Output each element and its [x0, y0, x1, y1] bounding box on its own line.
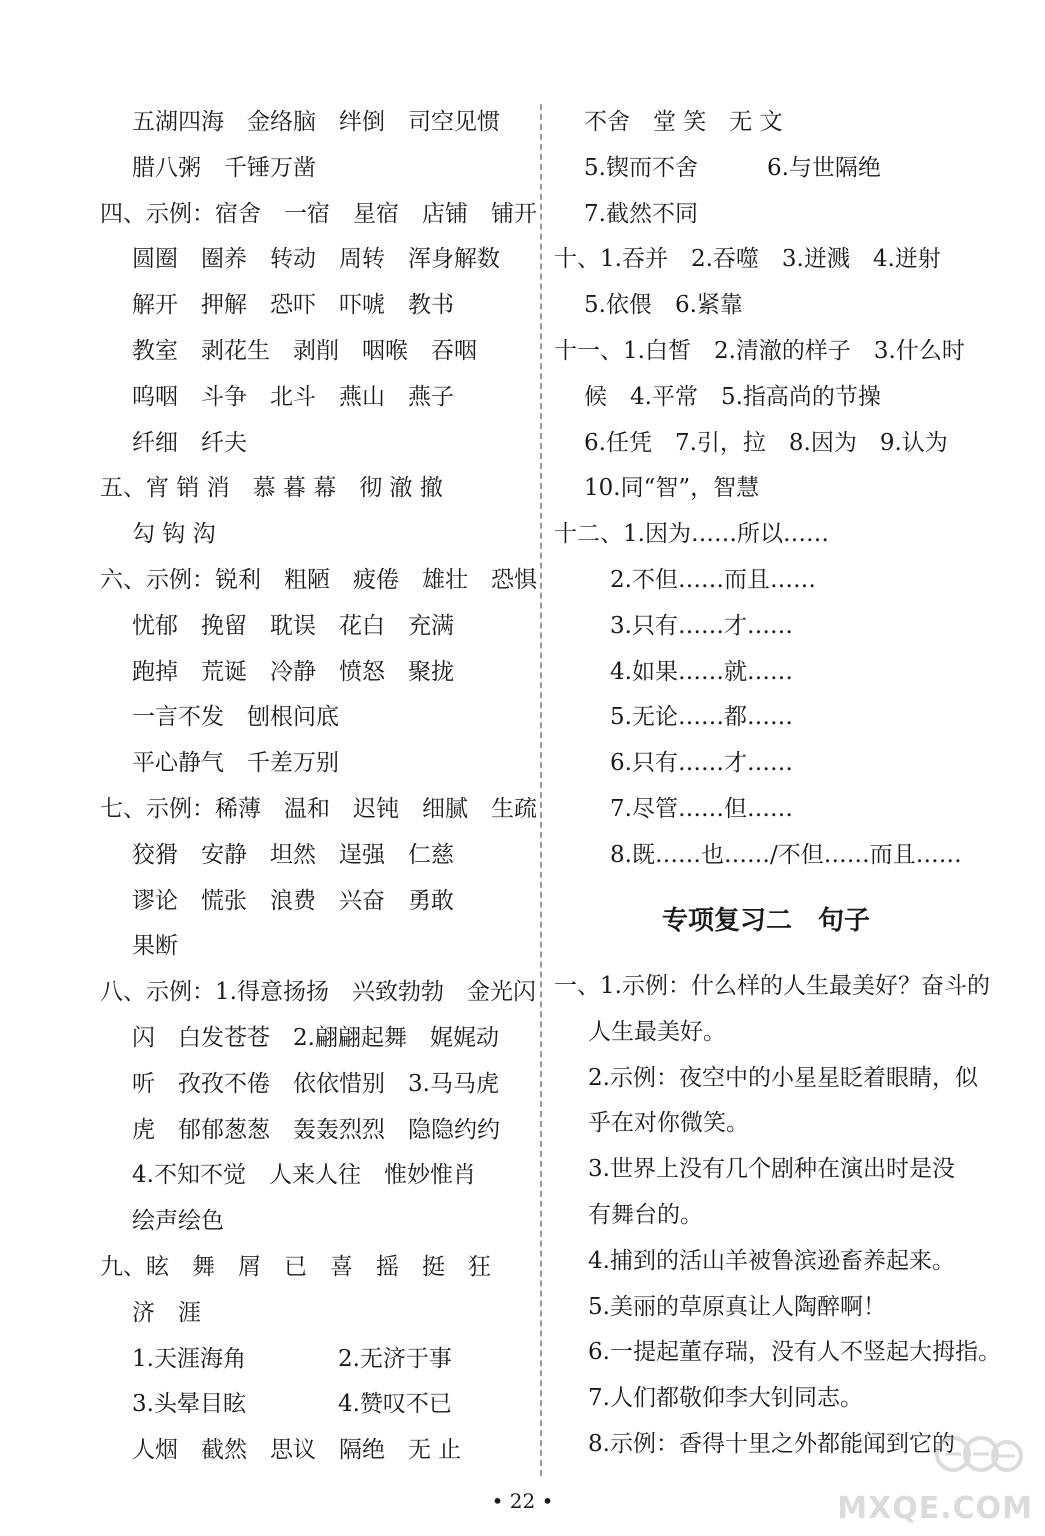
answer-line: 7.截然不同 [584, 200, 698, 227]
answer-line: 3.只有……才…… [610, 612, 793, 639]
answer-line: 不舍 堂 笑 无 文 [584, 109, 783, 135]
answer-line: 呜咽 斗争 北斗 燕山 燕子 [132, 383, 454, 410]
answer-line: 六、示例：锐利 粗陋 疲倦 雄壮 恐惧 [100, 567, 537, 593]
answer-line: 济 涯 [132, 1299, 201, 1326]
answer-line: 人生最美好。 [588, 1018, 726, 1045]
answer-line: 虎 郁郁葱葱 轰轰烈烈 隐隐约约 [132, 1116, 500, 1143]
answer-line: 谬论 慌张 浪费 兴奋 勇敢 [132, 887, 454, 914]
answer-line: 八、示例：1.得意扬扬 兴致勃勃 金光闪 [100, 979, 536, 1006]
answer-line: 圆圈 圈养 转动 周转 浑身解数 [132, 246, 500, 273]
answer-line: 10.同“智”，智慧 [584, 475, 760, 502]
answer-line: 人烟 截然 思议 隔绝 无 止 [132, 1437, 462, 1464]
answer-line: 4.不知不觉 人来人往 惟妙惟肖 [132, 1162, 476, 1189]
answer-line: 狡猾 安静 坦然 逞强 仁慈 [132, 841, 454, 868]
answer-line: 5.无论……都…… [610, 704, 793, 731]
answer-line: 7.人们都敬仰李大钊同志。 [588, 1385, 863, 1412]
answer-line: 6.一提起董存瑞，没有人不竖起大拇指。 [588, 1339, 1001, 1366]
answer-line: 解开 押解 恐吓 吓唬 教书 [132, 292, 454, 319]
watermark-text: MXQE.COM [837, 1491, 1033, 1526]
answer-line: 乎在对你微笑。 [588, 1110, 749, 1137]
watermark [833, 1426, 1033, 1526]
answer-line: 7.尽管……但…… [610, 796, 793, 822]
section-heading: 专项复习二 句子 [662, 906, 871, 936]
answer-line: 3.世界上没有几个剧种在演出时是没 [588, 1156, 955, 1183]
answer-line: 十一、1.白皙 2.清澈的样子 3.什么时 [554, 338, 965, 364]
watermark-logo-icon [933, 1430, 1025, 1490]
answer-line: 1.天涯海角 2.无济于事 [132, 1345, 452, 1372]
answer-line: 忧郁 挽留 耽误 花白 充满 [132, 612, 454, 639]
answer-line: 6.任凭 7.引，拉 8.因为 9.认为 [584, 429, 948, 456]
answer-line: 平心静气 千差万别 [132, 750, 339, 777]
answer-line: 8.示例：香得十里之外都能闻到它的 [588, 1431, 955, 1457]
answer-line: 四、示例：宿舍 一宿 星宿 店铺 铺开 [100, 200, 537, 227]
answer-line: 十二、1.因为……所以…… [554, 521, 829, 548]
answer-line: 5.依偎 6.紧靠 [584, 292, 743, 319]
answer-line: 勾 钩 沟 [132, 521, 216, 548]
answer-line: 绘声绘色 [132, 1208, 224, 1235]
answer-line: 4.捕到的活山羊被鲁滨逊畜养起来。 [588, 1247, 955, 1274]
answer-line: 十、1.吞并 2.吞噬 3.迸溅 4.迸射 [554, 246, 941, 273]
answer-line: 有舞台的。 [588, 1202, 703, 1228]
answer-line: 五湖四海 金络脑 绊倒 司空见惯 [132, 109, 500, 135]
answer-line: 果断 [132, 933, 178, 960]
answer-line: 五、宵 销 消 慕 暮 幕 彻 澈 撤 [100, 475, 443, 502]
answer-line: 2.示例：夜空中的小星星眨着眼睛，似 [588, 1064, 978, 1091]
answer-line: 8.既……也……/不但……而且…… [610, 841, 962, 868]
answer-line: 5.美丽的草原真让人陶醉啊！ [588, 1293, 886, 1320]
answer-line: 听 孜孜不倦 依依惜别 3.马马虎 [132, 1070, 499, 1097]
answer-line: 一、1.示例：什么样的人生最美好？奋斗的 [554, 973, 990, 999]
answer-line: 4.如果……就…… [610, 658, 793, 685]
answer-line: 教室 剥花生 剥削 咽喉 吞咽 [132, 338, 477, 364]
answer-line: 3.头晕目眩 4.赞叹不已 [132, 1391, 452, 1418]
answer-line: 闪 白发苍苍 2.翩翩起舞 娓娓动 [132, 1025, 499, 1051]
answer-line: 5.锲而不舍 6.与世隔绝 [584, 154, 881, 181]
answer-line: 七、示例：稀薄 温和 迟钝 细腻 生疏 [100, 796, 537, 822]
answer-line: 2.不但……而且…… [610, 567, 816, 593]
answer-line: 候 4.平常 5.指高尚的节操 [584, 383, 881, 410]
column-divider [540, 104, 542, 1476]
answer-line: 腊八粥 千锤万凿 [132, 154, 316, 181]
answer-line: 跑掉 荒诞 冷静 愤怒 聚拢 [132, 658, 454, 685]
page-number: • 22 • [491, 1489, 554, 1513]
answer-line: 九、眩 舞 屑 已 喜 摇 挺 狂 [100, 1254, 491, 1280]
answer-line: 6.只有……才…… [610, 750, 793, 777]
answer-line: 一言不发 刨根问底 [132, 704, 339, 731]
answer-line: 纤细 纤夫 [132, 429, 247, 456]
